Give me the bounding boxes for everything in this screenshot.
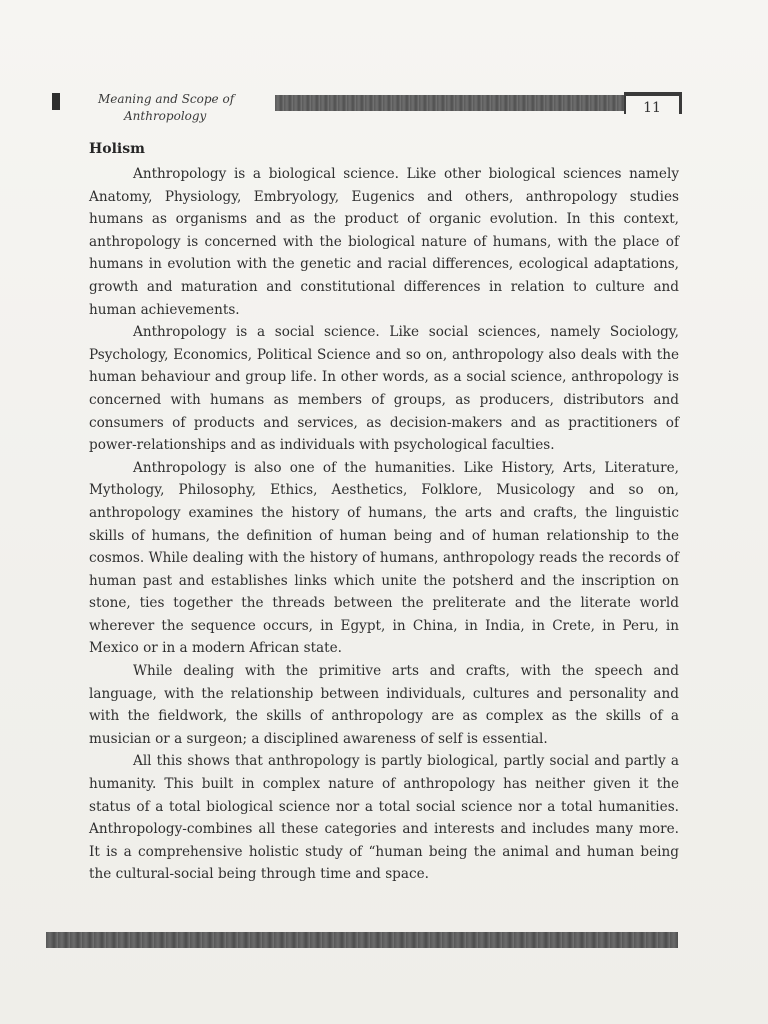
- header-rule-bar: [275, 95, 625, 111]
- running-head-line2: Anthropology: [124, 109, 207, 123]
- paragraph-arts-crafts: While dealing with the primitive arts and crafts, with the speech and language, with the relationship between individuals, cultures and personality and with the fieldwork, the skills of anthropology are as complex as the skills of a musician or a surgeon; a disciplined awareness of self is essential.: [89, 663, 679, 747]
- paragraph-conclusion: All this shows that anthropology is partly biological, partly social and partly a humanity. This built in complex nature of anthropology has neither given it the status of a total biological science nor a total social science nor a total humanities. Anthropology-combines all these categories and interests and includes many more. It is a comprehensive holistic study of “human being the animal and human being the cultural-social being through time and space.: [89, 753, 679, 883]
- margin-marker: [52, 93, 60, 110]
- page-number: 11: [643, 100, 661, 116]
- paragraph-humanities: Anthropology is also one of the humanities. Like History, Arts, Literature, Mythology, Philosophy, Ethics, Aesthetics, Folklore, Musicology and so on, anthropology examines the history of humans, the arts and crafts, the linguistic skills of humans, the definition of human being and of human relationship to the cosmos. While dealing with the history of humans, anthropology reads the records of human past and establishes links which unite the potsherd and the inscription on stone, ties together the threads between the preliterate and the literate world wherever the sequence occurs, in Egypt, in China, in India, in Crete, in Peru, in Mexico or in a modern African state.: [89, 459, 679, 657]
- body-text: [89, 163, 679, 886]
- running-head: [98, 91, 268, 125]
- paragraph-social: Anthropology is a social science. Like social sciences, namely Sociology, Psychology, Economics, Political Science and so on, anthropology also deals with the human behaviour and group life. In other words, as a social science, anthropology is concerned with humans as members of groups, as producers, distributors and consumers of products and services, as decision-makers and as practitioners of power-relationships and as individuals with psychological faculties.: [89, 324, 679, 454]
- footer-rule-bar: [46, 932, 678, 948]
- running-head-line1: Meaning and Scope of: [98, 92, 235, 106]
- section-heading: Holism: [89, 141, 145, 157]
- paragraph-biological: Anthropology is a biological science. Like other biological sciences namely Anatomy, Physiology, Embryology, Eugenics and others, anthropology studies humans as organisms and as the product of organic evolution. In this context, anthropology is concerned with the biological nature of humans, with the place of humans in evolution with the genetic and racial differences, ecological adaptations, growth and maturation and constitutional differences in relation to culture and human achievements.: [89, 166, 679, 318]
